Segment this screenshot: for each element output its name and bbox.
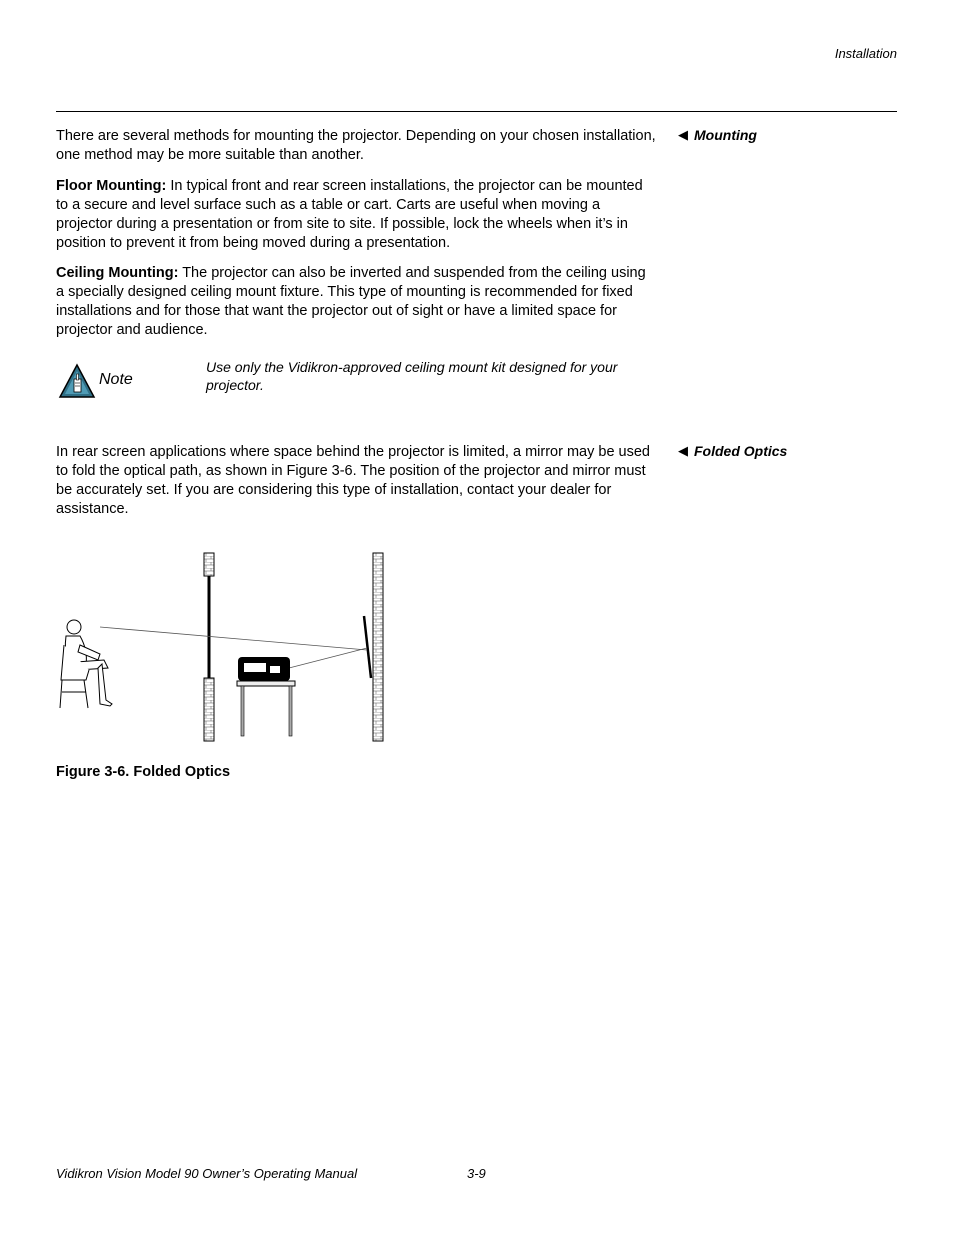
left-arrow-icon: ◀ bbox=[678, 443, 688, 458]
folded-optics-figure bbox=[56, 550, 396, 750]
footer-manual-title: Vidikron Vision Model 90 Owner’s Operating Manual bbox=[56, 1166, 358, 1181]
floor-mounting-label: Floor Mounting: bbox=[56, 178, 167, 194]
light-path-screen bbox=[100, 627, 367, 650]
table-top bbox=[237, 681, 295, 686]
folded-optics-body: In rear screen applications where space behind the projector is limited, a mirror may be used to fold the optical path, as shown in Figure 3-6. The position of the projector and mirror must be accurately set. If you are considering this type of installation, contact your dealer for assistance. bbox=[56, 444, 650, 517]
footer-page-number: 3-9 bbox=[467, 1166, 486, 1181]
ceiling-mounting-paragraph bbox=[56, 264, 656, 340]
screen-wall-top bbox=[204, 553, 214, 576]
seated-viewer bbox=[60, 620, 112, 708]
folded-optics-illustration bbox=[56, 550, 396, 750]
floor-mounting-text: In typical front and rear screen installations, the projector can be mounted to a secure and level surface such as a table or cart. Carts are useful when moving a projector during a presentation or from site to site. If possible, lock the wheels when it’s in position to prevent it from being moved during a presentation. bbox=[56, 178, 643, 251]
note-text: Use only the Vidikron-approved ceiling mount kit designed for your projector. bbox=[206, 359, 618, 393]
mirror bbox=[364, 616, 371, 678]
header-rule bbox=[56, 111, 897, 112]
screen-wall-bottom bbox=[204, 678, 214, 741]
folded-optics-side-heading bbox=[678, 443, 787, 459]
table-leg-right bbox=[289, 686, 292, 736]
running-header: Installation bbox=[834, 46, 897, 61]
folded-optics-heading-label: Folded Optics bbox=[694, 443, 788, 459]
note-icon bbox=[58, 363, 96, 399]
ceiling-mounting-label: Ceiling Mounting: bbox=[56, 265, 179, 281]
floor-mounting-paragraph bbox=[56, 177, 656, 253]
note-label: Note bbox=[99, 371, 133, 388]
light-path-projector bbox=[289, 648, 367, 668]
table-leg-left bbox=[241, 686, 244, 736]
mounting-intro: There are several methods for mounting the projector. Depending on your chosen installation, one method may be more suitable than another. bbox=[56, 128, 656, 163]
figure-caption: Figure 3-6. Folded Optics bbox=[56, 764, 231, 780]
back-wall bbox=[373, 553, 383, 741]
mounting-side-heading bbox=[678, 127, 757, 143]
mounting-heading-label: Mounting bbox=[694, 127, 757, 143]
left-arrow-icon: ◀ bbox=[678, 127, 688, 142]
ceiling-mounting-text: The projector can also be inverted and suspended from the ceiling using a specially designed ceiling mount fixture. This type of mounting is recommended for fixed installations and for those that want the projector out of sight or have a limited space for projector and audience. bbox=[56, 265, 646, 338]
